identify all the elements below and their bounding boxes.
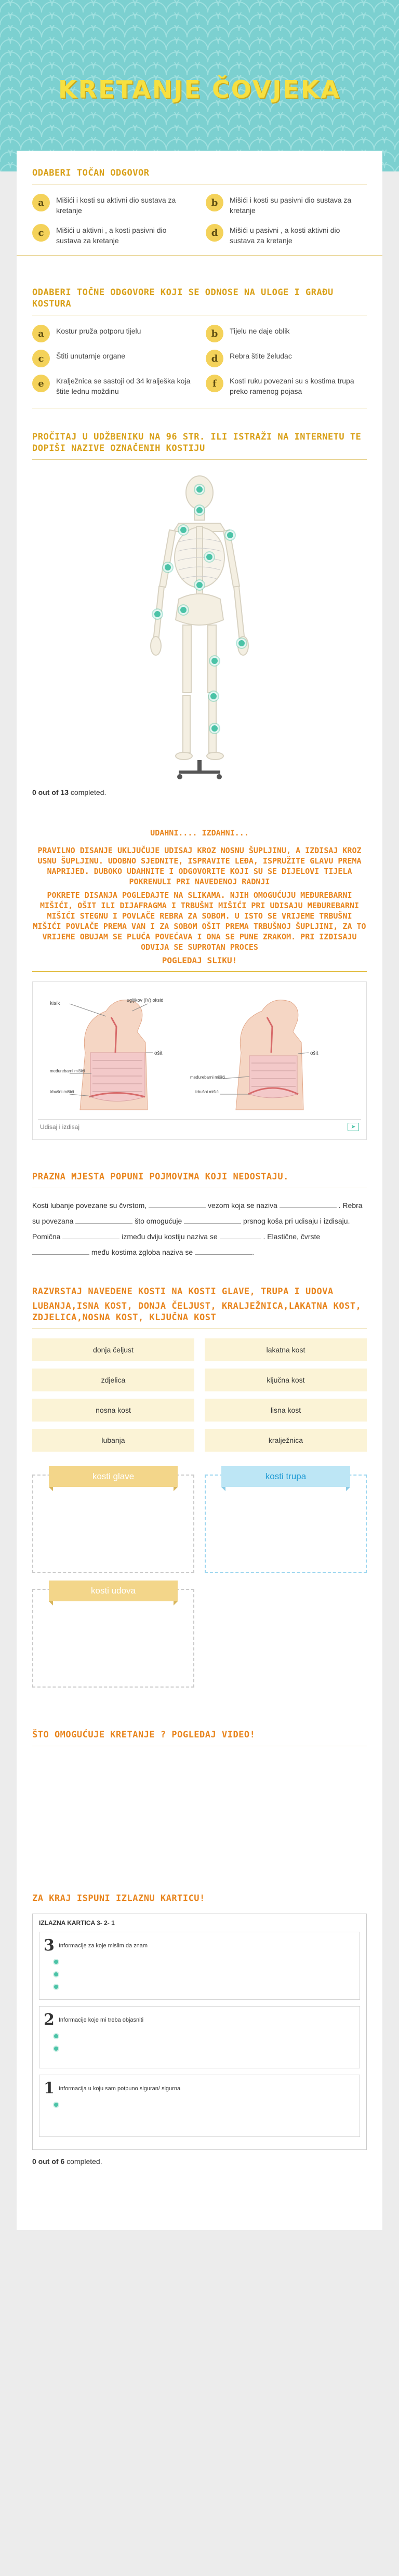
video-section [17, 1729, 382, 1870]
option-text: Kostur pruža potporu tijelu [56, 327, 141, 335]
exit-card-row-2 [39, 2006, 360, 2068]
completion-count: 0 out of 13 [32, 788, 69, 796]
drag-item[interactable]: lubanja [32, 1429, 194, 1452]
text-segment: . Elastične, čvrste [263, 1232, 321, 1241]
label-osit: ošit [154, 1051, 163, 1056]
row-number: 3 [44, 1936, 55, 1955]
hotspot-shoulder[interactable] [225, 530, 235, 540]
fill-blanks-text [32, 1198, 367, 1260]
answer-option-c[interactable] [32, 350, 193, 367]
drop-zone-trupa[interactable] [205, 1471, 367, 1573]
option-text: Kosti ruku povezani su s kostima trupa preko ramenog pojasa [230, 377, 354, 395]
answer-option-a[interactable] [32, 325, 193, 342]
breathing-explanation: POKRETE DISANJA POGLEDAJTE NA SLIKAMA. NJIH OMOGUĆUJU MEĐUREBARNI MIŠIĆI, OŠIT ILI DIJAFRAGMA I TRBUŠNI MIŠIĆI PRI UDISAJU MEĐUREBARNI MIŠIĆI STEGNU I POVLAČE REBRA ZA SOBOM. U ISTO SE VRIJEME TRBUŠNI MIŠIĆI POVLAČE PREMA VAN I ZA SOBOM OŠIT PREMA TRBUŠNOJ ŠUPLJINI, ZA TO VRIJEME OBUJAM SE PLUĆA POVEĆAVA I ONA SE PUNE ZRAKOM. PRI IZDISAJU ODVIJA SE SUPROTAN PROCES [33, 891, 366, 952]
input-hotspot[interactable] [53, 2102, 59, 2108]
breathing-illustration [49, 990, 350, 1115]
input-hotspot[interactable] [53, 1971, 59, 1977]
text-segment: . Rebra su povezana [32, 1201, 363, 1225]
text-segment: što omogućuje [135, 1217, 182, 1225]
input-hotspot[interactable] [53, 1984, 59, 1990]
row-number: 2 [44, 2011, 55, 2029]
hotspot-skull[interactable] [195, 485, 204, 494]
drop-zone-label: kosti glave [49, 1466, 178, 1487]
skeleton-image [101, 469, 298, 781]
option-text: Rebra štite želudac [230, 352, 292, 360]
drag-item[interactable]: zdjelica [32, 1369, 194, 1391]
breathing-section [17, 828, 382, 1140]
sort-subtitle: LUBANJA,ISNA KOST, DONJA ČELJUST, KRALJEŽNICA,LAKATNA KOST, ZDJELICA,NOSNA KOST, KLJUČNA KOST [32, 1301, 362, 1323]
blank-field-5[interactable] [62, 1230, 119, 1239]
drop-zone-udova[interactable] [32, 1586, 194, 1688]
exit-card-title: ZA KRAJ ISPUNI IZLAZNU KARTICU! [32, 1893, 205, 1904]
label-osit-right: ošit [310, 1051, 318, 1056]
answer-input-row [38, 1119, 361, 1134]
input-hotspot[interactable] [53, 1959, 59, 1965]
question-3 [17, 431, 382, 796]
blank-field-8[interactable] [195, 1245, 252, 1255]
row-label: Informacije koje mi treba objasniti [58, 2016, 144, 2023]
label-kisik: kisik [50, 1001, 60, 1006]
divider [32, 459, 367, 460]
breathing-look-label: POGLEDAJ SLIKU! [162, 955, 237, 965]
completion-suffix: completed. [69, 788, 107, 796]
exit-card-row-1 [39, 2075, 360, 2137]
option-text: Mišići u pasivni , a kosti aktivni dio sustava za kretanje [230, 226, 340, 245]
answer-option-e[interactable] [32, 375, 193, 396]
breathing-heading: UDAHNI.... IZDAHNI... [150, 828, 249, 838]
option-letter: e [32, 375, 50, 392]
answer-option-d[interactable] [206, 350, 367, 367]
option-text: Mišići u aktivni , a kosti pasivni dio sustava za kretanje [56, 226, 167, 245]
worksheet [17, 151, 382, 2230]
page-title: KRETANJE ČOVJEKA [58, 75, 341, 103]
text-segment: vezom koja se naziva [208, 1201, 277, 1210]
hotspot-collarbone[interactable] [179, 525, 188, 535]
hotspot-ribs[interactable] [205, 552, 214, 562]
label-medurebarni: međurebarni mišići [50, 1069, 85, 1073]
text-segment: . [252, 1248, 254, 1256]
option-letter: b [206, 325, 223, 342]
answer-option-b[interactable] [206, 325, 367, 342]
option-text: Kralježnica se sastoji od 34 kralješka koja štite lednu moždinu [56, 377, 191, 395]
input-hotspot[interactable] [53, 2046, 59, 2052]
option-letter: f [206, 375, 223, 392]
drop-zone-glava[interactable] [32, 1471, 194, 1573]
blank-field-2[interactable] [280, 1199, 337, 1208]
hotspot-pelvis[interactable] [179, 605, 188, 615]
exit-card [32, 1914, 367, 2150]
hotspot-tibia[interactable] [210, 724, 219, 733]
fill-blanks-section [17, 1171, 382, 1260]
blank-field-1[interactable] [149, 1199, 206, 1208]
option-letter: a [32, 325, 50, 342]
sort-section [17, 1286, 382, 1688]
divider [32, 971, 367, 972]
question-1 [17, 167, 382, 256]
option-text: Štiti unutarnje organe [56, 352, 126, 360]
answer-option-b[interactable] [206, 194, 367, 217]
question-2-options [32, 325, 367, 396]
hotspot-hand[interactable] [237, 639, 246, 648]
drag-item[interactable]: donja čeljust [32, 1338, 194, 1361]
blank-field-6[interactable] [220, 1230, 261, 1239]
hotspot-femur[interactable] [210, 656, 219, 666]
footer-space [17, 2188, 382, 2209]
completion-count: 0 out of 6 [32, 2157, 65, 2166]
option-text: Mišići i kosti su aktivni dio sustava za kretanje [56, 196, 176, 215]
question-1-title: ODABERI TOČAN ODGOVOR [32, 168, 150, 178]
drag-item[interactable]: ključna kost [205, 1369, 367, 1391]
exit-card-section [17, 1893, 382, 2166]
option-letter: c [32, 224, 50, 242]
exit-card-row-3 [39, 1932, 360, 2000]
breathing-diagram [32, 981, 367, 1140]
label-trbusni-right: trbušni mišići [195, 1090, 220, 1094]
drag-item[interactable]: lisna kost [205, 1399, 367, 1422]
text-segment: među kostima zgloba naziva se [91, 1248, 193, 1256]
blank-field-7[interactable] [32, 1245, 89, 1255]
sort-title: RAZVRSTAJ NAVEDENE KOSTI NA KOSTI GLAVE, TRUPA I UDOVA [32, 1286, 334, 1297]
text-segment: Kosti lubanje povezane su čvrstom, [32, 1201, 147, 1210]
answer-option-c[interactable] [32, 224, 193, 247]
option-text: Mišići i kosti su pasivni dio sustava za kretanje [230, 196, 352, 215]
hotspot-jaw[interactable] [195, 506, 204, 515]
answer-option-f[interactable] [206, 375, 367, 396]
hotspot-forearm[interactable] [153, 609, 162, 619]
hero-banner [0, 0, 399, 171]
row-label: Informacije za koje mislim da znam [58, 1942, 148, 1949]
question-2 [17, 287, 382, 408]
breathing-instructions: PRAVILNO DISANJE UKLJUČUJE UDISAJ KROZ NOSNU ŠUPLJINU, A IZDISAJ KROZ USNU ŠUPLJINU. UDOBNO SJEDNITE, ISPRAVITE LEĐA, ISPRUŽITE GLAVU PREMA NAPRIJED. DUBOKO UDAHNITE I ODGOVORITE KOJI SU SE DIJELOVI TIJELA POKRENULI PRI NAVEDENOJ RADNJI [37, 846, 362, 886]
text-segment: prsnog koša pri udisaju i izdisaju. Pomična [32, 1217, 350, 1241]
input-hotspot[interactable] [53, 2033, 59, 2039]
completion-status [32, 2157, 367, 2166]
option-letter: a [32, 194, 50, 211]
answer-input[interactable]: Udisaj i izdisaj [40, 1123, 80, 1131]
video-area[interactable] [32, 1756, 367, 1870]
option-text: Tijelu ne daje oblik [230, 327, 290, 335]
completion-status [32, 788, 367, 796]
question-1-options [32, 194, 367, 247]
question-2-title: ODABERI TOČNE ODGOVORE KOJI SE ODNOSE NA ULOGE I GRAĐU KOSTURA [32, 287, 334, 309]
hotspot-upper-arm[interactable] [163, 563, 172, 572]
send-icon[interactable]: ➤ [348, 1123, 359, 1131]
drop-zone-label: kosti trupa [221, 1466, 350, 1487]
drag-item[interactable]: lakatna kost [205, 1338, 367, 1361]
hotspot-kneecap[interactable] [209, 692, 218, 701]
drop-zone-label: kosti udova [49, 1581, 178, 1601]
drop-zones [32, 1471, 367, 1688]
option-letter: b [206, 194, 223, 211]
label-medurebarni-right: međurebarni mišići [190, 1075, 225, 1080]
skeleton-illustration [101, 469, 298, 781]
hotspot-spine[interactable] [195, 580, 204, 590]
blank-field-4[interactable] [184, 1214, 241, 1224]
label-trbusni: trbušni mišići [50, 1090, 74, 1094]
drag-item[interactable]: kralježnica [205, 1429, 367, 1452]
label-ugljikov: ugljikov (IV) oksid [127, 998, 164, 1003]
option-letter: d [206, 350, 223, 367]
option-letter: d [206, 224, 223, 242]
text-segment: između dviju kostiju naziva se [122, 1232, 218, 1241]
exit-card-heading: IZLAZNA KARTICA 3- 2- 1 [39, 1919, 115, 1927]
drag-item[interactable]: nosna kost [32, 1399, 194, 1422]
answer-option-a[interactable] [32, 194, 193, 217]
fill-blanks-title: PRAZNA MJESTA POPUNI POJMOVIMA KOJI NEDOSTAJU. [32, 1172, 289, 1182]
video-title: ŠTO OMOGUĆUJE KRETANJE ? POGLEDAJ VIDEO! [32, 1730, 256, 1740]
answer-option-d[interactable] [206, 224, 367, 247]
question-3-title: PROČITAJ U UDŽBENIKU NA 96 STR. ILI ISTRAŽI NA INTERNETU TE DOPIŠI NAZIVE OZNAČENIH KOSTIJU [32, 432, 362, 454]
completion-suffix: completed. [64, 2157, 102, 2166]
blank-field-3[interactable] [75, 1214, 132, 1224]
drag-items [32, 1338, 367, 1452]
row-label: Informacija u koju sam potpuno siguran/ sigurna [58, 2085, 181, 2092]
row-number: 1 [44, 2079, 55, 2097]
option-letter: c [32, 350, 50, 367]
